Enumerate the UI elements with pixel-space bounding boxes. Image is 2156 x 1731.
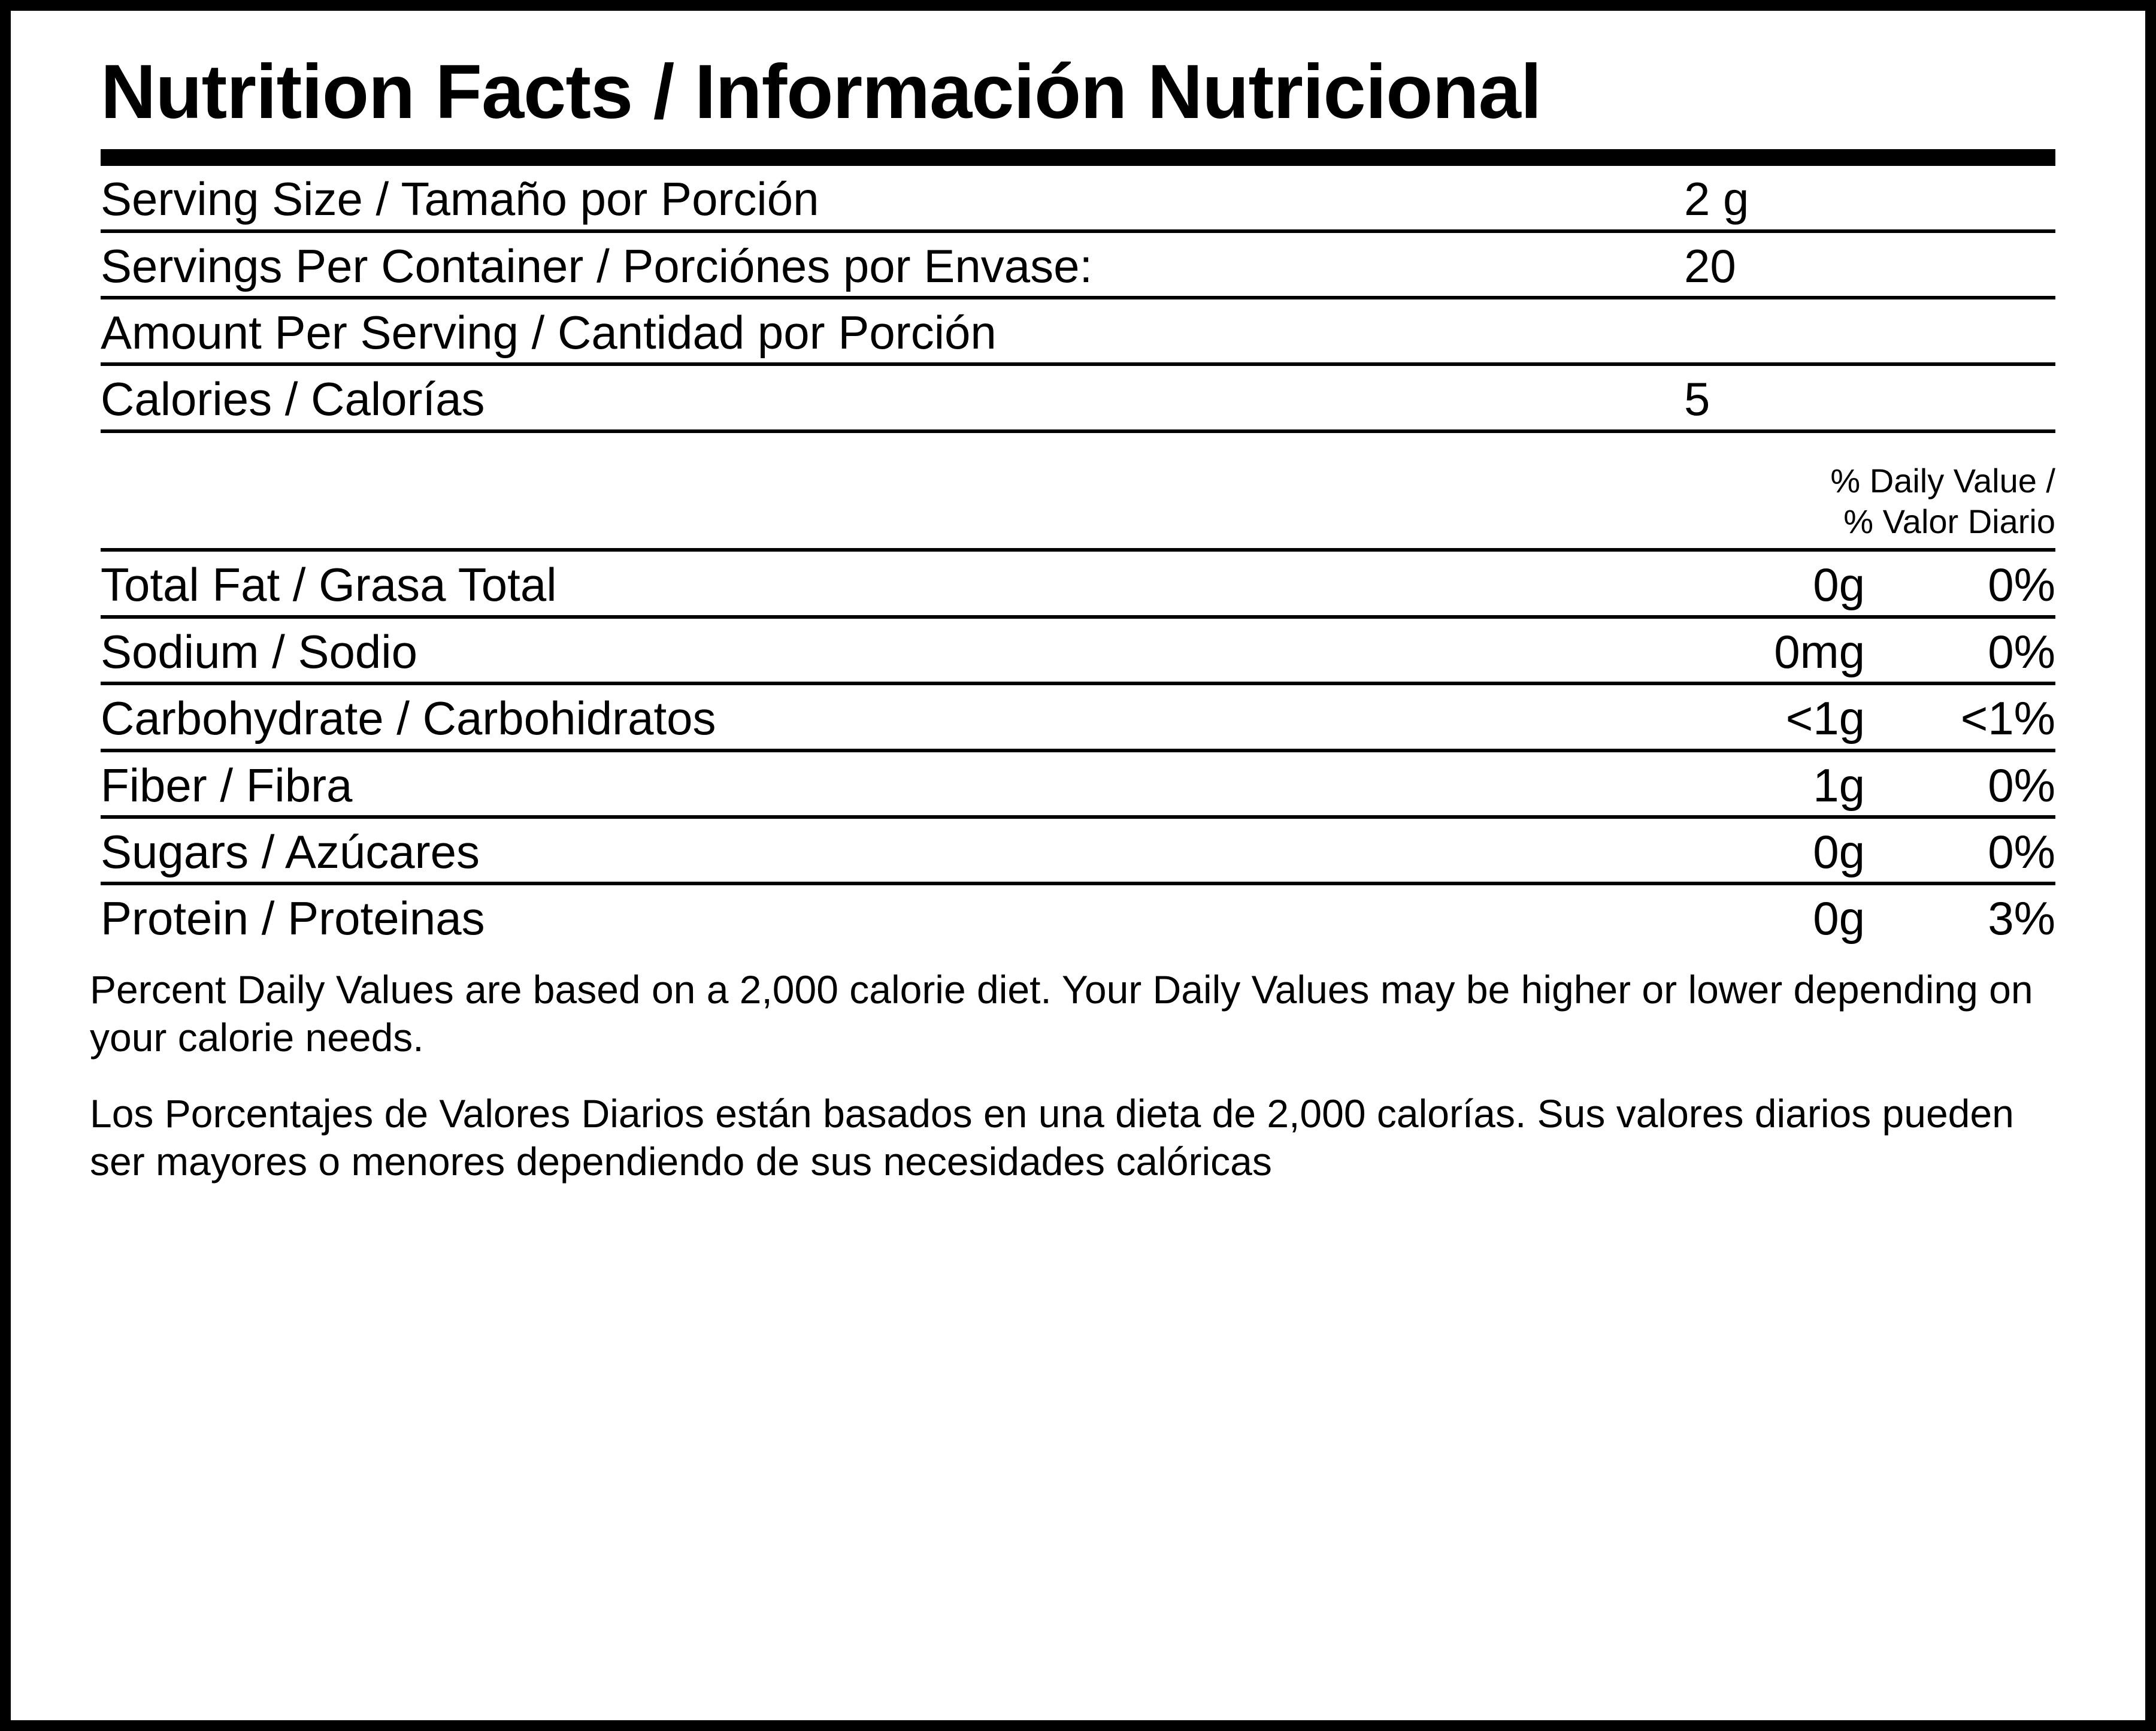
table-row bbox=[101, 685, 2055, 752]
nutrient-amount: 0g bbox=[1813, 558, 1865, 612]
table-row bbox=[101, 619, 2055, 685]
serving-size-value: 2 g bbox=[1684, 173, 1749, 226]
table-row bbox=[101, 819, 2055, 885]
nutrient-label: Carbohydrate / Carbohidratos bbox=[101, 692, 716, 745]
table-row bbox=[101, 885, 2055, 948]
nutrient-daily-value: <1% bbox=[1960, 692, 2055, 745]
nutrient-daily-value: 0% bbox=[1988, 558, 2055, 612]
table-row bbox=[101, 752, 2055, 819]
calories-label: Calories / Calorías bbox=[101, 373, 485, 426]
nutrient-daily-value: 0% bbox=[1988, 758, 2055, 812]
nutrient-amount: 0mg bbox=[1774, 625, 1865, 678]
nutrient-daily-value: 0% bbox=[1988, 825, 2055, 878]
nutrient-label: Sodium / Sodio bbox=[101, 625, 417, 678]
footnote-spanish: Los Porcentajes de Valores Diarios están basados en una dieta de 2,000 calorías. Sus valores diarios pueden ser mayores o menores dependiendo de sus necesidades calóricas bbox=[90, 1091, 2014, 1184]
nutrition-facts-inner bbox=[11, 11, 2145, 1186]
nutrient-amount: 1g bbox=[1813, 758, 1865, 812]
table-row-serving-size bbox=[101, 166, 2055, 232]
table-row-amount-per-serving bbox=[101, 299, 2055, 366]
servings-per-container-value: 20 bbox=[1684, 239, 1736, 292]
nutrient-label: Sugars / Azúcares bbox=[101, 825, 480, 878]
amount-per-serving-label: Amount Per Serving / Cantidad por Porción bbox=[101, 306, 997, 359]
table-row bbox=[101, 552, 2055, 618]
daily-value-header-line1: % Daily Value / bbox=[1830, 461, 2055, 500]
title-divider bbox=[101, 149, 2055, 166]
table-row-calories bbox=[101, 366, 2055, 432]
nutrient-amount: 0g bbox=[1813, 892, 1865, 945]
nutrient-amount: <1g bbox=[1785, 692, 1865, 745]
nutrient-label: Protein / Proteinas bbox=[101, 892, 485, 945]
daily-value-header-text bbox=[1830, 461, 2055, 543]
serving-size-label: Serving Size / Tamaño por Porción bbox=[101, 173, 819, 226]
footnotes bbox=[90, 966, 2066, 1186]
calories-value: 5 bbox=[1684, 373, 1710, 426]
footnote-english: Percent Daily Values are based on a 2,000 calorie diet. Your Daily Values may be higher or lower depending on your calorie needs. bbox=[90, 967, 2033, 1060]
nutrition-table bbox=[101, 166, 2055, 948]
nutrient-daily-value: 3% bbox=[1988, 892, 2055, 945]
nutrient-label: Total Fat / Grasa Total bbox=[101, 558, 557, 612]
table-row-servings-per-container bbox=[101, 233, 2055, 299]
daily-value-header-line2: % Valor Diario bbox=[1843, 503, 2055, 541]
nutrient-amount: 0g bbox=[1813, 825, 1865, 878]
servings-per-container-label: Servings Per Container / Porciónes por Envase: bbox=[101, 239, 1093, 292]
nutrient-label: Fiber / Fibra bbox=[101, 758, 353, 812]
nutrient-daily-value: 0% bbox=[1988, 625, 2055, 678]
page-title: Nutrition Facts / Información Nutricional bbox=[101, 49, 1542, 135]
daily-value-header bbox=[101, 433, 2055, 552]
